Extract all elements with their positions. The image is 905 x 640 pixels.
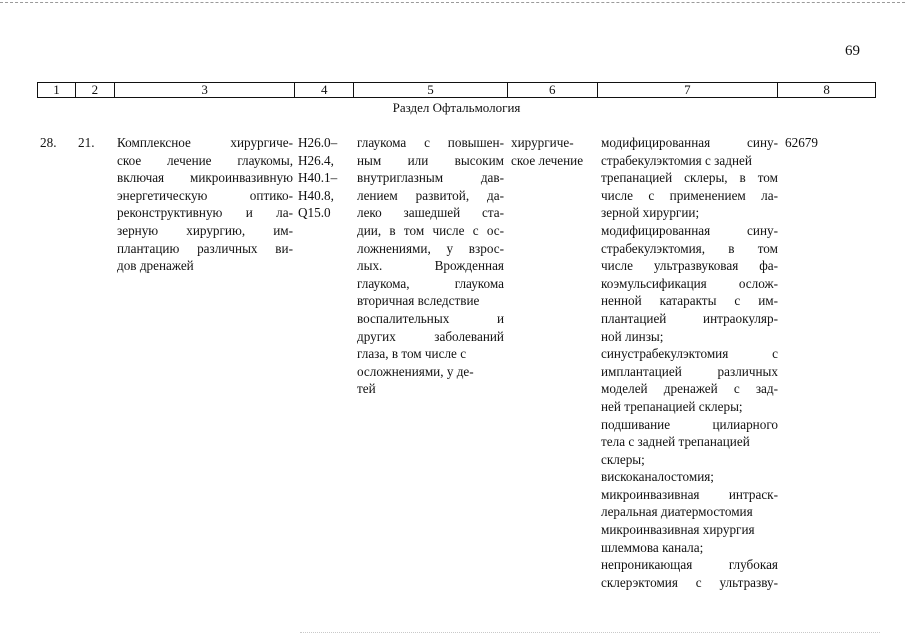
treatment-method-line: микроинвазивная интраск-	[601, 486, 778, 502]
treatment-method-line: склеры;	[601, 451, 645, 467]
procedure-name-line: включая микроинвазивную	[117, 170, 293, 186]
treatment-method-line: шлеммова канала;	[601, 539, 704, 555]
treatment-method-line: числе с применением ла-	[601, 187, 778, 203]
treatment-method-line: моделей дренажей с зад-	[601, 381, 778, 397]
treatment-method-line: числе ультразвуковая фа-	[601, 258, 778, 274]
icd-codes	[298, 134, 352, 222]
treatment-method-line: страбекулэктомия с задней	[601, 152, 752, 168]
patient-model-line: внутриглазным дав-	[357, 170, 504, 186]
header-col-3: 3	[115, 83, 296, 97]
patient-model-line: лых. Врожденная	[357, 258, 504, 274]
treatment-method-line: микроинвазивная хирургия	[601, 522, 755, 538]
header-col-7: 7	[598, 83, 779, 97]
procedure-name-line: реконструктивную и ла-	[117, 205, 293, 221]
page-number: 69	[845, 43, 860, 59]
icd-code-line: H40.8,	[298, 187, 334, 203]
procedure-name-line: плантацию различных ви-	[117, 240, 293, 256]
patient-model-line: ным или высоким	[357, 152, 504, 168]
scan-artifact-top	[0, 2, 905, 6]
scan-artifact-bottom	[300, 632, 880, 634]
procedure-name-line: дов дренажей	[117, 258, 194, 274]
treatment-method-line: синустрабекулэктомия с	[601, 346, 778, 362]
patient-model-line: леко зашедшей ста-	[357, 205, 504, 221]
treatment-method-line: ной линзы;	[601, 328, 664, 344]
treatment-method-line: ней трепанацией склеры;	[601, 398, 743, 414]
procedure-name-line: зерную хирургию, им-	[117, 222, 293, 238]
group-number: 28.	[40, 135, 57, 150]
treatment-type-line: хирургиче-	[511, 135, 574, 150]
treatment-method-line: плантацией интраокуляр-	[601, 310, 778, 326]
patient-model-line: глаза, в том числе с	[357, 346, 467, 362]
procedure-name	[117, 134, 293, 275]
patient-model	[357, 134, 504, 398]
header-col-8: 8	[823, 82, 830, 97]
treatment-type	[511, 134, 597, 169]
treatment-method-line: коэмульсификация ослож-	[601, 275, 778, 291]
treatment-method-line: леральная диатермостомия	[601, 504, 753, 520]
treatment-method-line: ненной катаракты с им-	[601, 293, 778, 309]
patient-model-line: вторичная вследствие	[357, 293, 480, 309]
patient-model-line: дии, в том числе с ос-	[357, 222, 504, 238]
treatment-method-line: тела с задней трепанацией	[601, 434, 750, 450]
treatment-method-line: трепанацией склеры, в том	[601, 170, 778, 186]
icd-code-line: H40.1–	[298, 170, 338, 186]
header-col-5: 5	[354, 83, 508, 97]
patient-model-line: воспалительных и	[357, 310, 504, 326]
treatment-method-line: подшивание цилиарного	[601, 416, 778, 432]
icd-code-line: H26.4,	[298, 152, 334, 168]
patient-model-line: глаукома с повышен-	[357, 135, 504, 150]
item-number: 21.	[78, 135, 95, 150]
header-col-1: 1	[38, 83, 76, 97]
patient-model-line: тей	[357, 381, 376, 397]
procedure-name-line: Комплексное хирургиче-	[117, 135, 293, 150]
procedure-name-line: энергетическую оптико-	[117, 187, 293, 203]
icd-code-line: H26.0–	[298, 135, 338, 150]
treatment-method-line: модифицированная сину-	[601, 135, 778, 150]
treatment-method-line: имплантацией различных	[601, 363, 778, 379]
header-col-6: 6	[508, 83, 598, 97]
treatment-method-line: вискоканалостомия;	[601, 469, 714, 485]
icd-code-line: Q15.0	[298, 205, 331, 221]
column-number-header	[37, 82, 876, 98]
treatment-method-line: зерной хирургии;	[601, 205, 700, 221]
treatment-method-line: страбекулэктомия, в том	[601, 240, 778, 256]
treatment-method	[601, 134, 778, 591]
section-title: Раздел Офтальмология	[392, 100, 521, 115]
patient-model-line: глаукома, глаукома	[357, 275, 504, 291]
patient-model-line: лением развитой, да-	[357, 187, 504, 203]
treatment-type-line: ское лечение	[511, 152, 584, 168]
treatment-method-line: непроникающая глубокая	[601, 557, 778, 573]
patient-model-line: осложнениями, у де-	[357, 363, 474, 379]
patient-model-line: ложнениями, у взрос-	[357, 240, 504, 256]
treatment-method-line: склерэктомия с ультразву-	[601, 574, 778, 590]
cost-value: 62679	[785, 135, 818, 150]
patient-model-line: других заболеваний	[357, 328, 504, 344]
header-col-2: 2	[76, 83, 115, 97]
treatment-method-line: модифицированная сину-	[601, 222, 778, 238]
header-col-4: 4	[295, 83, 354, 97]
procedure-name-line: ское лечение глаукомы,	[117, 152, 293, 168]
